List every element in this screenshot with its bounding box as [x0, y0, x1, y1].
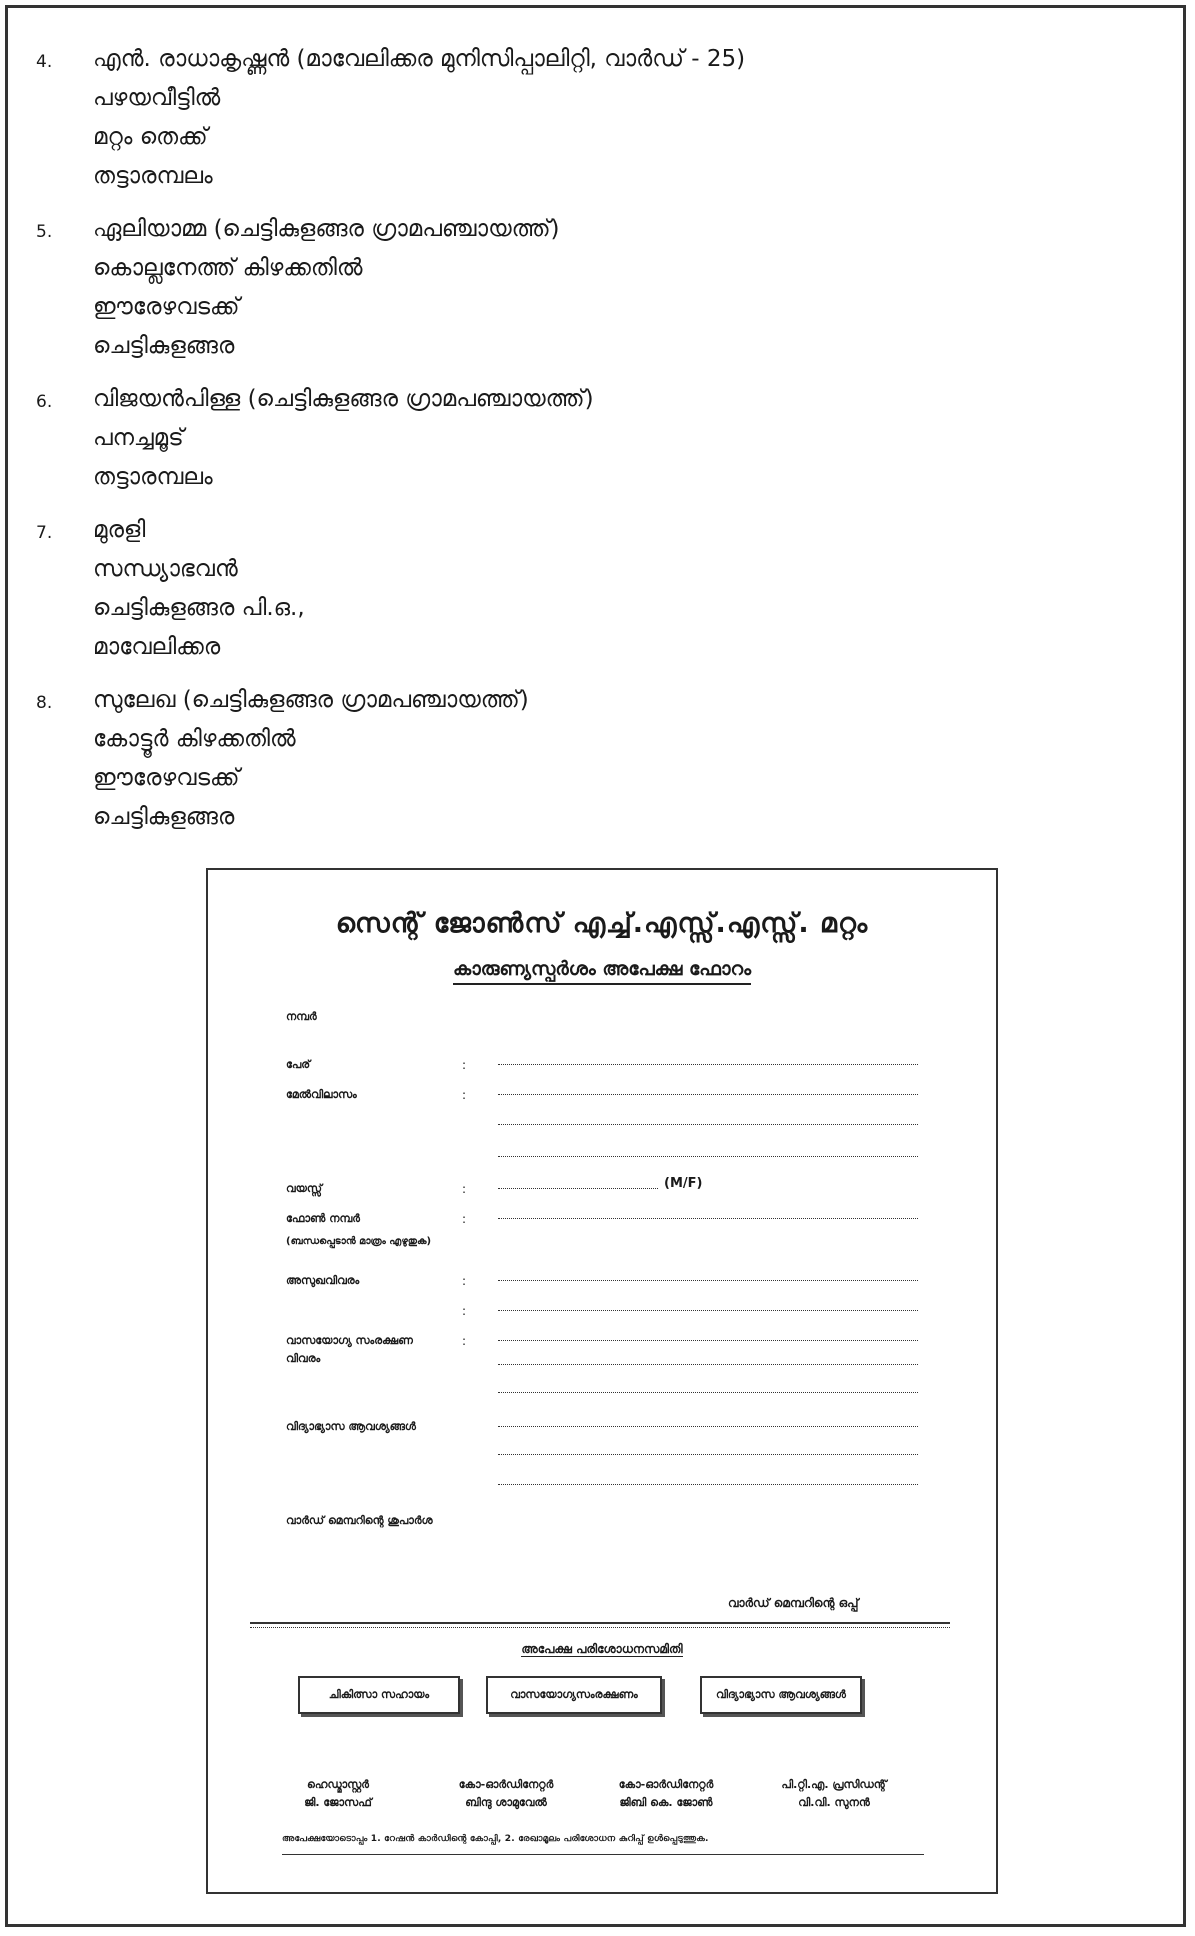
housing-field[interactable] — [498, 1364, 918, 1365]
illness-field[interactable] — [498, 1280, 918, 1281]
list-item — [30, 681, 1130, 837]
colon: : — [462, 1304, 467, 1318]
education-field[interactable] — [498, 1426, 918, 1427]
entry-line: ഈരേഴവടക്ക് — [93, 294, 240, 320]
medical-aid-checkbox[interactable]: ചികിത്സാ സഹായം — [298, 1676, 460, 1714]
phone-note: (ബന്ധപ്പെടാൻ മാത്രം എഴുതുക) — [286, 1236, 432, 1247]
entry-number: 4. — [36, 52, 53, 72]
footnote: അപേക്ഷയോടൊപ്പം 1. റേഷൻ കാർഡിന്റെ കോപ്പി, 2. രേഖാമൂലം പരിശോധന കുറിപ്പ് ഉൾപ്പെടുത്തുക. — [282, 1834, 709, 1844]
housing-label-2: വിവരം — [286, 1352, 321, 1365]
form-title: സെന്റ് ജോൺസ് എച്ച്.എസ്സ്.എസ്സ്. മറ്റം — [335, 908, 869, 939]
name-field[interactable] — [498, 1064, 918, 1065]
ward-recommendation-label: വാർഡ് മെമ്പറിന്റെ ശുപാർശ — [286, 1514, 433, 1527]
entry-line: ഈരേഴവടക്ക് — [93, 765, 240, 791]
entry-line: മുരളി — [93, 517, 146, 543]
age-field[interactable] — [498, 1188, 658, 1189]
number-label: നമ്പർ — [286, 1010, 317, 1023]
officer-name: ജിബി കെ. ജോൺ — [619, 1796, 713, 1809]
list-item — [30, 210, 1130, 366]
officer-role: കോ-ഓർഡിനേറ്റർ — [458, 1778, 554, 1791]
gender-hint: (M/F) — [664, 1176, 703, 1191]
officer-name: ജി. ജോസഫ് — [304, 1796, 372, 1809]
housing-checkbox[interactable]: വാസയോഗ്യസംരക്ഷണം — [486, 1676, 662, 1714]
housing-field[interactable] — [498, 1340, 918, 1341]
entry-line: സന്ധ്യാഭവൻ — [93, 556, 238, 582]
list-item — [30, 511, 1130, 667]
colon: : — [462, 1274, 467, 1288]
officer-name: വി.വി. സുനൻ — [798, 1796, 870, 1809]
ward-signature: വാർഡ് മെമ്പറിന്റെ ഒപ്പ് — [728, 1596, 859, 1610]
officer-coordinator-2 — [586, 1776, 746, 1812]
age-label: വയസ്സ് — [286, 1182, 322, 1195]
education-field[interactable] — [498, 1484, 918, 1485]
divider — [282, 1854, 924, 1855]
entry-number: 6. — [36, 392, 53, 412]
officer-role: ഹെഡ്മാസ്റ്റർ — [306, 1778, 370, 1791]
entry-line: പനച്ചമൂട് — [93, 425, 184, 451]
colon: : — [462, 1334, 467, 1348]
entry-line: വിജയൻപിള്ള (ചെട്ടികുളങ്ങര ഗ്രാമപഞ്ചായത്ത്) — [93, 386, 594, 412]
officer-headmaster — [258, 1776, 418, 1812]
entry-line: ഏലിയാമ്മ (ചെട്ടികുളങ്ങര ഗ്രാമപഞ്ചായത്ത്) — [93, 216, 560, 242]
entry-line: ചെട്ടികുളങ്ങര പി.ഒ., — [93, 595, 305, 621]
officer-role: പി.റ്റി.എ. പ്രസിഡന്റ് — [781, 1778, 887, 1791]
entry-number: 8. — [36, 693, 53, 713]
list-item — [30, 40, 1130, 196]
list-item — [30, 380, 1130, 497]
entry-line: ചെട്ടികുളങ്ങര — [93, 804, 235, 830]
education-checkbox[interactable]: വിദ്യാഭ്യാസ ആവശ്യങ്ങൾ — [700, 1676, 862, 1714]
colon: : — [462, 1058, 467, 1072]
entry-line: മറ്റം തെക്ക് — [93, 124, 208, 150]
entry-line: കൊല്ലനേത്ത് കിഴക്കതിൽ — [93, 255, 363, 281]
officer-coordinator-1 — [426, 1776, 586, 1812]
phone-field[interactable] — [498, 1218, 918, 1219]
education-label: വിദ്യാഭ്യാസ ആവശ്യങ്ങൾ — [286, 1420, 416, 1433]
officer-role: കോ-ഓർഡിനേറ്റർ — [618, 1778, 714, 1791]
entry-line: പഴയവീട്ടിൽ — [93, 85, 221, 111]
entry-line: ചെട്ടികുളങ്ങര — [93, 333, 235, 359]
illness-field[interactable] — [498, 1310, 918, 1311]
colon: : — [462, 1088, 467, 1102]
address-field[interactable] — [498, 1094, 918, 1095]
illness-label: അസുഖവിവരം — [286, 1274, 360, 1287]
address-list — [30, 40, 1130, 851]
entry-line: തട്ടാരമ്പലം — [93, 163, 213, 189]
address-field[interactable] — [498, 1156, 918, 1157]
name-label: പേര് — [286, 1058, 311, 1071]
form-subtitle: കാരുണ്യസ്പർശം അപേക്ഷ ഫോറം — [208, 958, 996, 980]
address-field[interactable] — [498, 1124, 918, 1125]
divider — [250, 1622, 950, 1628]
education-field[interactable] — [498, 1454, 918, 1455]
entry-line: കോട്ടൂർ കിഴക്കതിൽ — [93, 726, 296, 752]
officer-name: ബിന്ദു ശാമുവേൽ — [465, 1796, 547, 1809]
review-title: അപേക്ഷ പരിശോധനസമിതി — [521, 1642, 683, 1656]
entry-number: 7. — [36, 523, 53, 543]
housing-field[interactable] — [498, 1392, 918, 1393]
entry-line: സുലേഖ (ചെട്ടികുളങ്ങര ഗ്രാമപഞ്ചായത്ത്) — [93, 687, 529, 713]
colon: : — [462, 1182, 467, 1196]
colon: : — [462, 1212, 467, 1226]
entry-line: മാവേലിക്കര — [93, 634, 221, 660]
phone-label: ഫോൺ നമ്പർ — [286, 1212, 360, 1225]
entry-line: തട്ടാരമ്പലം — [93, 464, 213, 490]
housing-label: വാസയോഗ്യ സംരക്ഷണ — [286, 1334, 413, 1347]
application-form — [206, 868, 998, 1894]
officer-pta-president — [754, 1776, 914, 1812]
entry-number: 5. — [36, 222, 53, 242]
address-label: മേൽവിലാസം — [286, 1088, 357, 1101]
entry-line: എൻ. രാധാകൃഷ്ണൻ (മാവേലിക്കര മുനിസിപ്പാലിറ്റി, വാർഡ് - 25) — [93, 46, 746, 72]
